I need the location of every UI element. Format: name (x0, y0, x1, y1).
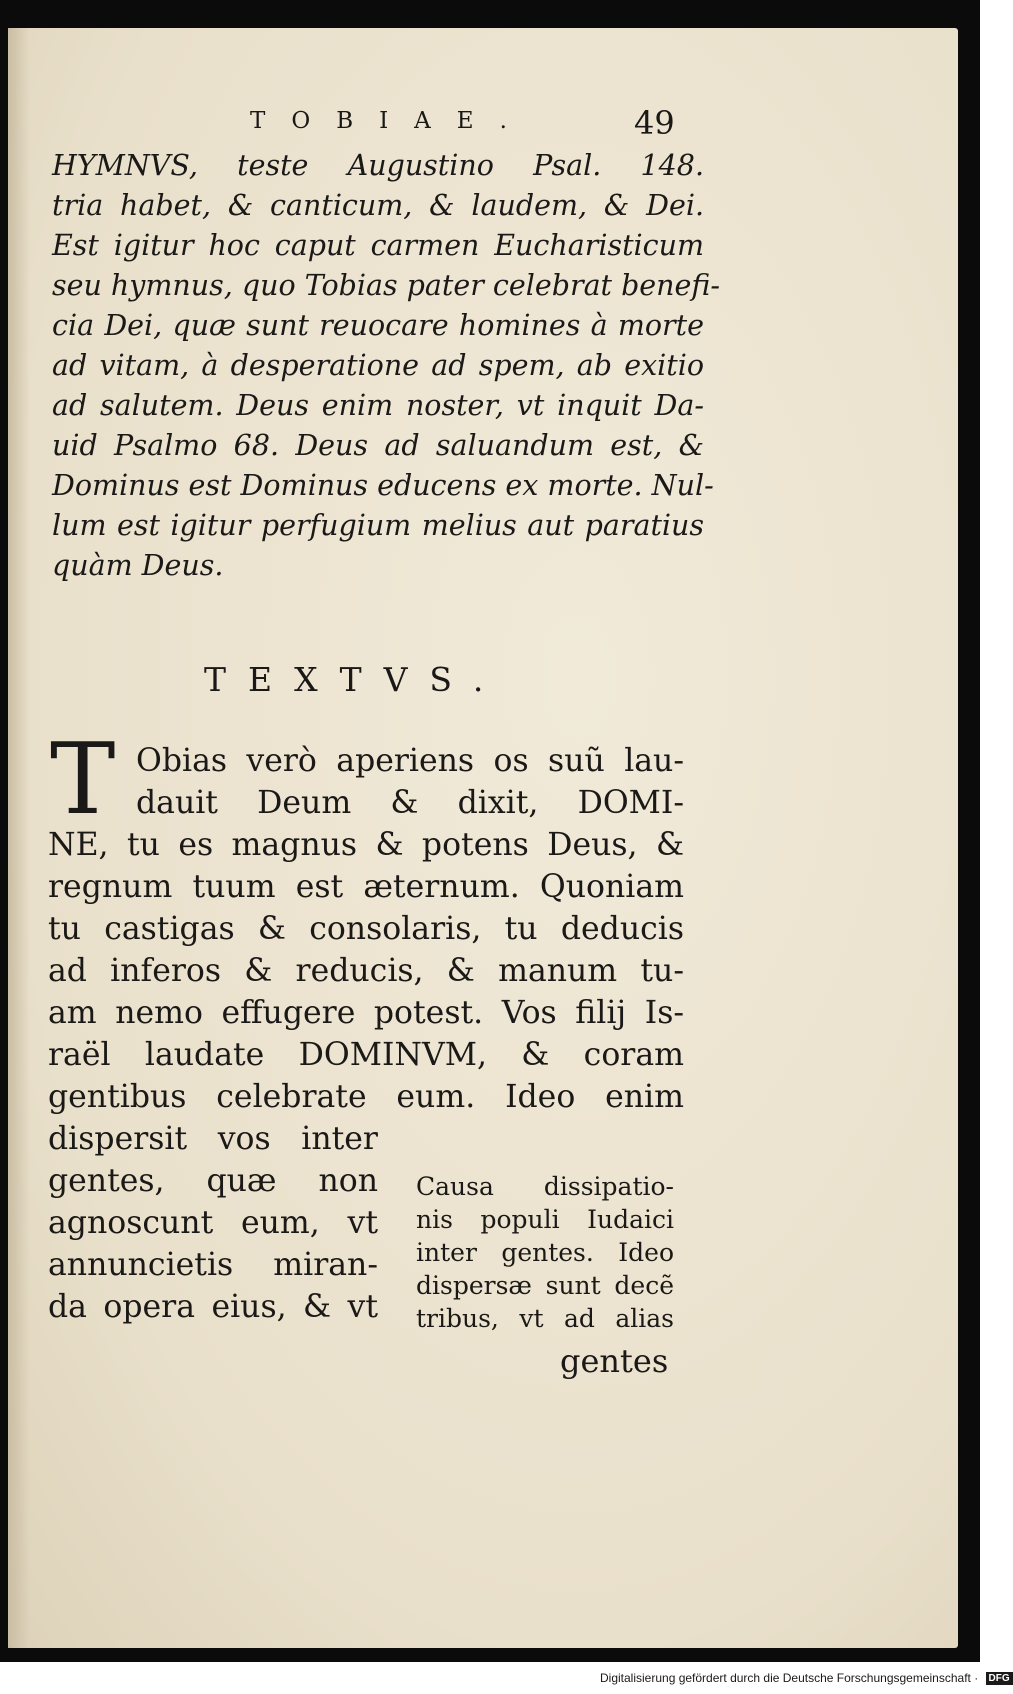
commentary-line: cia Dei, quæ sunt reuocare homines à morte (52, 309, 704, 342)
marginal-line: tribus, vt ad alias (416, 1304, 674, 1333)
commentary-line: ad salutem. Deus enim noster, vt inquit Da- (52, 389, 704, 422)
dfg-logo: DFG (986, 1672, 1013, 1685)
commentary-line: tria habet, & canticum, & laudem, & Dei. (52, 189, 704, 222)
textus-line: dauit Deum & dixit, DOMI- (136, 785, 684, 821)
marginal-line: dispersæ sunt decẽ (416, 1271, 674, 1300)
textus-line: agnoscunt eum, vt (48, 1205, 378, 1241)
section-heading: TEXTVS. (204, 660, 506, 699)
commentary-paragraph (52, 146, 721, 586)
commentary-line: quàm Deus. (52, 549, 224, 582)
textus-line: NE, tu es magnus & potens Deus, & (48, 827, 684, 863)
marginal-line: nis populi Iudaici (416, 1205, 674, 1234)
textus-narrow-column (48, 1118, 378, 1328)
commentary-line: uid Psalmo 68. Deus ad saluandum est, & (52, 429, 704, 462)
textus-line: gentes, quæ non (48, 1163, 378, 1199)
textus-line: raël laudate DOMINVM, & coram (48, 1037, 684, 1073)
commentary-line: HYMNVS, teste Augustino Psal. 148. (52, 149, 704, 182)
dropcap-lines (48, 740, 684, 824)
textus-line: dispersit vos inter (48, 1121, 378, 1157)
running-title: TOBIAE. (250, 108, 533, 134)
textus-line: regnum tuum est æternum. Quoniam (48, 869, 684, 905)
marginal-note (416, 1170, 674, 1335)
textus-line: am nemo effugere potest. Vos filij Is- (48, 995, 684, 1031)
page-gutter-shadow (8, 28, 30, 1648)
catchword: gentes (560, 1342, 669, 1380)
textus-line: da opera eius, & vt (48, 1289, 378, 1325)
commentary-line: seu hymnus, quo Tobias pater celebrat benefi- (52, 269, 721, 302)
commentary-line: lum est igitur perfugium melius aut paratius (52, 509, 704, 542)
page-number: 49 (634, 104, 675, 142)
textus-line: ad inferos & reducis, & manum tu- (48, 953, 684, 989)
marginal-line: inter gentes. Ideo (416, 1238, 674, 1267)
textus-paragraph (48, 740, 684, 1118)
marginal-line: Causa dissipatio- (416, 1172, 674, 1201)
textus-line: annuncietis miran- (48, 1247, 378, 1283)
textus-line: tu castigas & consolaris, tu deducis (48, 911, 684, 947)
textus-line: gentibus celebrate eum. Ideo enim (48, 1079, 684, 1115)
commentary-line: Dominus est Dominus educens ex morte. Nul- (52, 469, 714, 502)
textus-line: Obias verò aperiens os suũ lau- (136, 743, 684, 779)
commentary-line: Est igitur hoc caput carmen Eucharisticum (52, 229, 704, 262)
drop-capital: T (50, 723, 116, 837)
digitization-credit (600, 1671, 1010, 1691)
commentary-line: ad vitam, à desperatione ad spem, ab exitio (52, 349, 704, 382)
credit-text: Digitalisierung gefördert durch die Deutsche Forschungsgemeinschaft · (600, 1671, 979, 1685)
